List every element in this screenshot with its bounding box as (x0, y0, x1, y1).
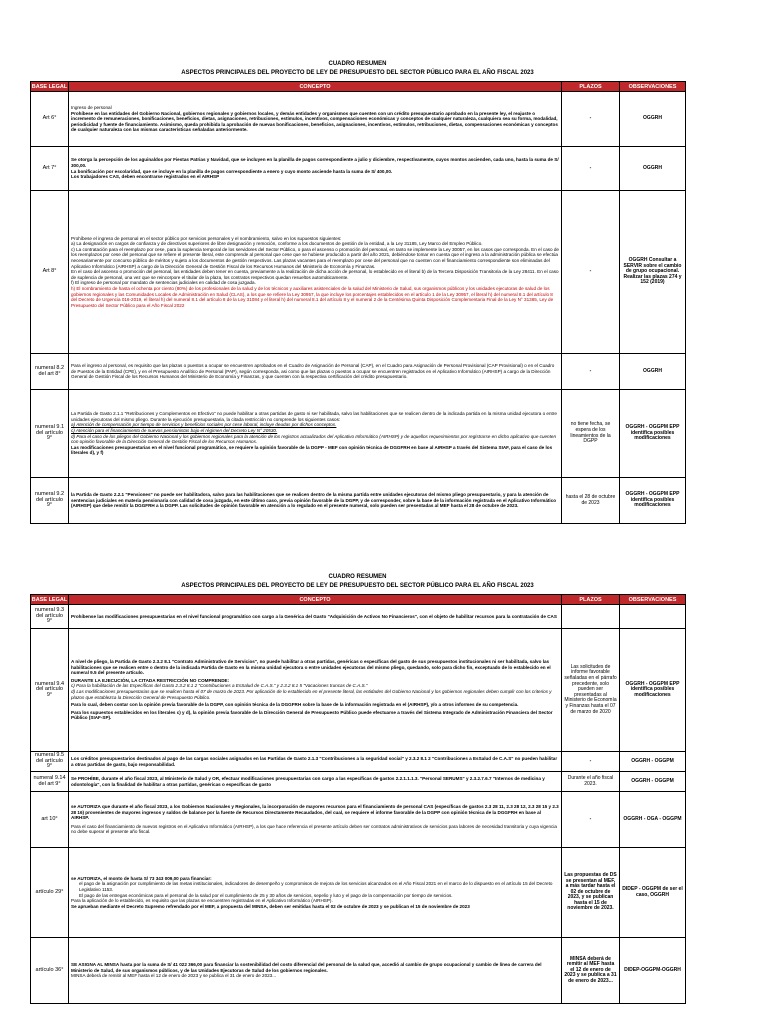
page-1 (30, 60, 685, 524)
concept-text: c) Atención para el financiamiento de nuevos pensionistas bajo el régimen del Decreto Ley N° 20530. (71, 427, 278, 433)
concept-text: d) Para el caso de los pliegos del Gobierno Nacional y los gobiernos regionales para la atención de los registros actualizados del Aplicativo Informático (AIRHSP) y de aquellos requerimientos por registrarse en dicho aplicativo que cuenten con opinión favorable de la Dirección General de Gestión Fiscal de los Recursos Humanos. (71, 433, 556, 445)
table-row (31, 752, 686, 772)
concept-text: Para los supuestos establecidos en los literales c) y d), la opinión previa favorable de la Dirección General de Presupuesto Público puede efectuarse a través del Sistema Integrado de Administración Financiera del Sector Público (SIAF-SP). (71, 709, 553, 721)
plazo-cell: MINSA deberá de remitir al MEF hasta el 12 de enero de 2023 y se publica a 31 de enero de 2023... (562, 938, 620, 1004)
table-row (31, 772, 686, 792)
base-legal-cell: numeral 9.2 del artículo 9° (31, 478, 69, 524)
concept-text: se AUTORIZA, el monto de hasta S/ 73 343 009,00 para financiar: (71, 875, 212, 881)
observaciones-cell: DIDEP - OGGPM de ser el caso, OGGRH (620, 848, 686, 938)
concept-cell (69, 191, 562, 354)
concept-text: Se aprueban mediante el Decreto Supremo refrendado por el MEF, a propuesta del MINSA, deben ser emitidas hasta el 02 de octubre de 2023 y se publican el 15 de noviembre de 2023 (71, 903, 470, 909)
concept-text: Las modificaciones presupuestarias en el nivel funcional programático, se requiere la opinión favorable de la DGPP - MEF con opinión técnica de DGGFRH en base al AIRHSP a través del Sistema SIAF, para el caso de los literales d), y f) (71, 444, 553, 456)
observaciones-cell: OGGRH (620, 92, 686, 147)
base-legal-cell: numeral 9.4 del artículo 9° (31, 629, 69, 752)
concept-text: f) El ingreso de personal por mandato de sentencias judiciales en calidad de cosa juzgada. (71, 280, 256, 286)
observaciones-cell: DIDEP-OGGPM-OGGRH (620, 938, 686, 1004)
concept-cell (69, 772, 562, 792)
header-plazos: PLAZOS (562, 82, 620, 92)
concept-text: a) Atención de compensación por tiempo de servicios y beneficios sociales por cese laboral, incluye deudas por dichos conceptos. (71, 422, 337, 428)
base-legal-cell: numeral 9.14 del art 9° (31, 772, 69, 792)
page-2-subtitle: ASPECTOS PRINCIPALES DEL PROYECTO DE LEY DE PRESUPUESTO DEL SECTOR PÚBLICO PARA EL AÑO FISCAL 2023 (181, 583, 534, 589)
observaciones-cell: OGGRH - OGGPM (620, 752, 686, 772)
observaciones-cell: OGGRH - OGGPM (620, 772, 686, 792)
concept-text: se AUTORIZA que durante el año fiscal 2023, a los Gobiernos Nacionales y Regionales, la incorporación de mayores recursos para el financiamiento de personal CAS (específicas de gastos 2.3 28 11, 2.3 28 12, 2.3 28 15 y 2.3 28 16) provenientes de mayores ingresos y saldos de balance por la fuente de Recursos Directamente Recaudados, del cual, se requiere el informe favorable de la DGPP con opinión técnica de la DGGFRH en base al AIRHSP. (71, 804, 559, 821)
header-concepto: CONCEPTO (69, 82, 562, 92)
concept-cell (69, 92, 562, 147)
concept-cell (69, 629, 562, 752)
base-legal-cell: numeral 8.2 del art 8° (31, 354, 69, 390)
base-legal-cell: Art 8° (31, 191, 69, 354)
table-header-row (31, 595, 686, 605)
concept-text: A nivel de pliego, la Partida de Gasto 2.3.2 8.1 "Contrato Administrativo de Servicios", no puede habilitar a otras partidas, genéricas o específicas del gasto de sus presupuestos institucionales ni ser habilitada, salvo las habilitaciones que se realicen entre o dentro de la indicada Partida de Gasto en la misma unidad ejecutora o entre unidades ejecutoras del mismo pliego, quedando, solo para dicho fin, exceptuado de lo establecido en el numeral 9.5 del presente artículo. (71, 659, 551, 676)
page-1-subtitle: ASPECTOS PRINCIPALES DEL PROYECTO DE LEY DE PRESUPUESTO DEL SECTOR PÚBLICO PARA EL AÑO FISCAL 2023 (181, 70, 534, 76)
concept-text: Los trabajadores CAS, deben encontrarse registrados en el AIRHSP (71, 174, 220, 180)
plazo-cell: Las propuestas de DS se presentan al MEF, a más tardar hasta el 02 de octubre de 2023, y se publican hasta el 15 de noviembre de 2023. (562, 848, 620, 938)
summary-table-2 (30, 594, 686, 1004)
concept-text: En el caso del ascenso o promoción del personal, las entidades deben tener en cuenta, previamente a la realización de dicha acción de personal, lo establecido en el literal b) de la Tercera Disposición Transitoria de la Ley 28411. En el caso de suplencia de personal, una vez que se reincorpore el titular de la plaza, los contratos respectivos quedan resueltos automáticamente. (71, 269, 559, 280)
observaciones-cell: OGGRH - OGGPM EPP identifica posibles modificaciones (620, 629, 686, 752)
table-row (31, 390, 686, 478)
concept-text: Para la aplicación de lo establecido, es requisito que las plazas se encuentren registradas en el Aplicativo Informático (AIRHSP). (71, 898, 333, 904)
concept-cell (69, 938, 562, 1004)
base-legal-cell: Art 7° (31, 147, 69, 191)
concept-text: Para lo cual, deben contar con la opinión previa favorable de la DGPP, con opinión técnica de la DGGFRH sobre la base de la información registrada en el (AIRHSP), y/o a otros informes de su competencia. (71, 702, 519, 708)
header-observaciones: OBSERVACIONES (620, 595, 686, 605)
concept-text: SE ASIGNA AL MINSA hasta por la suma de S/ 41 022 366,00 para financiar la sostenibilidad del costo diferencial del personal de la salud que, accedió al cambio de grupo ocupacional y cambio de línea de carrera del Ministerio de Salud, de sus organismos públicos, y de las Unidades Ejecutoras de Salud de los gobiernos regionales. (71, 962, 542, 973)
concept-text: Se otorga la percepción de los aguinaldos por Fiestas Patrias y Navidad, que se incluyen en la planilla de pagos correspondiente a julio y diciembre, respectivamente, cuyos montos ascienden, cada uno, hasta la suma de S/ 300,00. (71, 157, 559, 168)
summary-table-1 (30, 81, 686, 524)
concept-cell (69, 848, 562, 938)
concept-text: La Partida de Gasto 2.1.1 "Retribuciones y Complementos en Efectivo" no puede habilitar a otras partidas de gasto ni ser habilitada, salvo las habilitaciones que se realicen dentro de la indicada partida en la misma unidad ejecutora o entre unidades ejecutoras del mismo pliego. Durante la ejecución presupuestaria, la citada restricción no comprende los siguientes casos: (71, 411, 557, 422)
concept-text: Los créditos presupuestarios destinados al pago de las cargas sociales asignados en las Partidas de Gasto 2.1.3 "Contribuciones a la seguridad social" y 2.3.2 8.1 2 "Contribuciones a EsSalud de C.A.S" no pueden habilitar a otras partidas de gasto, bajo responsabilidad. (71, 755, 558, 767)
concept-text: Prohíbense las modificaciones presupuestarias en el nivel funcional programático con cargo a la Genérica del Gasto "Adquisición de Activos No Financieros", con el objeto de habilitar recursos para la contratación de CAS (71, 613, 557, 619)
concept-text: El pago de las entregas económicas para el personal de la salud por el cumplimiento de 25 y 30 años de servicios, sepelio y luto y el pago de la compensación por tiempo de servicios. (79, 892, 453, 898)
concept-text: Prohíbese el ingreso de personal en el sector público por servicios personales y el nombramiento, salvo en los supuestos siguientes: (71, 235, 342, 241)
observaciones-cell (620, 605, 686, 629)
concept-text: Para el caso del financiamiento de nuevos registros en el Aplicativo Informático (AIRHSP), a los que hace referencia el presente artículo deben ser contratos administrativos de servicios para labores de necesidad transitoria y cuya vigencia no debe superar el presente año fiscal. (71, 823, 557, 835)
concept-heading: Ingreso de personal (71, 105, 112, 111)
observaciones-cell: OGGRH - OGGPM EPP identifica posibles modificaciones (620, 390, 686, 478)
plazo-cell: - (562, 752, 620, 772)
base-legal-cell: numeral 9.3 del artículo 9° (31, 605, 69, 629)
table-row (31, 147, 686, 191)
table-row (31, 848, 686, 938)
concept-cell (69, 792, 562, 848)
concept-cell (69, 478, 562, 524)
concept-text-highlight: h) El nombramiento de hasta el ochenta por ciento (80%) de los profesionales de la salud y de los técnicos y auxiliares asistenciales de la salud del Ministerio de Salud, sus organismos públicos y los unidades ejecutoras de salud de los gobiernos regionales y las Comunidades Locales de Administración en Salud (CLAS), a los que se refiere la Ley 30957, la que incluye los porcentajes establecidos en el artículo 1 de la Ley 30957, el literal h) del numeral 8.1 del artículo 8 del Decreto de Urgencia 016-2019, el literal h) del numeral 8.1 del artículo 8 de la Ley 31084 y el literal h) del numeral 8.1 del artículo 8 y el numeral 2 de la Centésima Quinta Disposición Complementaria Final de la Ley N° 31365, Ley de Presupuesto del Sector Público para el Año Fiscal 2022 (71, 285, 554, 308)
header-plazos: PLAZOS (562, 595, 620, 605)
base-legal-cell: numeral 9.1 del artículo 9° (31, 390, 69, 478)
base-legal-cell: artículo 29° (31, 848, 69, 938)
concept-text: DURANTE LA EJECUCIÓN, LA CITADA RESTRICCIÓN NO COMPRENDE: (71, 677, 230, 683)
plazo-cell (562, 605, 620, 629)
header-base-legal: BASE LEGAL (31, 596, 68, 603)
plazo-cell: - (562, 354, 620, 390)
header-base-legal: BASE LEGAL (31, 83, 68, 90)
page-2-title: CUADRO RESUMEN (328, 574, 387, 580)
table-row (31, 354, 686, 390)
base-legal-cell: numeral 9.5 del artículo 9° (31, 752, 69, 772)
concept-text: c) La contratación para el reemplazo por cese, para la suplencia temporal de los servidores del Sector Público, o para el ascenso o promoción del personal, en tanto se implemente la Ley 30057, en los casos que corresponda. En el caso de los reemplazos por cese del personal que se refiere el presente literal, este comprende al personal que cese que se hubiese producido a partir del año 2021, debiéndose tomar en cuenta que el ingreso a la administración pública se efectúa necesariamente por concurso público de méritos y sujeto a los documentos de gestión respectivos. Las plazas vacantes para el reemplazo por cese del personal que no cuenten con el financiamiento correspondiente son eliminadas del Aplicativo Informático (AIRHSP) a cargo de la Dirección General de Gestión Fiscal de los Recursos Humanos del Ministerio de Economía y Finanzas. (71, 246, 559, 269)
concept-text: La bonificación por escolaridad, que se incluye en la planilla de pagos correspondiente a enero y cuyo monto asciende hasta la suma de S/ 400,00. (71, 168, 393, 174)
plazo-cell: Durante el año fiscal 2023. (562, 772, 620, 792)
observaciones-cell: OGGRH - OGGPM EPP identifica posibles modificaciones (620, 478, 686, 524)
observaciones-cell: OGGRH Consultar a SERVIR sobre el cambio de grupo ocupacional. Realizar las plazas 274 y 152 (2019) (620, 191, 686, 354)
concept-text: Prohíbese en las entidades del Gobierno Nacional, gobiernos regionales y gobiernos locales, y demás entidades y organismos que cuenten con un crédito presupuestario aprobado en la presente ley, el reajuste o incremento de remuneraciones, bonificaciones, beneficios, dietas, asignaciones, retribuciones, estímulos, incentivos, compensaciones económicas y conceptos de cualquier naturaleza, cualquiera sea su forma, modalidad, periodicidad y fuente de financiamiento. Asimismo, queda prohibida la aprobación de nuevas bonificaciones, beneficios, asignaciones, incentivos, estímulos, retribuciones, dietas, compensaciones económicas y conceptos de cualquier naturaleza con las mismas características señaladas anteriormente. (71, 110, 558, 133)
header-observaciones: OBSERVACIONES (620, 82, 686, 92)
observaciones-cell: OGGRH - OGA - OGGPM (620, 792, 686, 848)
concept-text: la Partida de Gasto 2.2.1 "Pensiones" no puede ser habilitadora, salvo para las habilitaciones que se realicen dentro de la misma partida entre unidades ejecutoras del mismo pliego presupuestario, y para la atención de sentencias judiciales en materia pensionaria con calidad de cosa juzgada, en este último caso, previa opinión favorable de la DGPP, y de corresponder, sobre la base de la información registrada en el Aplicativo Informático (AIRHSP) que debe remitir la DGGFRH a la DGPP. Las solicitudes de opinión favorable en atención a lo regulado en el presente numeral, solo pueden ser presentadas al MEF hasta el 28 de octubre de 2023. (71, 492, 557, 509)
page-2 (30, 573, 685, 1004)
concept-cell (69, 605, 562, 629)
plazo-cell: Las solicitudes de informe favorable señaladas en el párrafo precedente, solo pueden ser presentadas al Ministerio de Economía y Finanzas hasta el 07 de marzo de 2020 (562, 629, 620, 752)
plazo-cell: - (562, 792, 620, 848)
concept-text: c) Para la habilitación de las Específicas del Gasto 2.3.2 8.1 2 "Contribuciones a EsSalud de C.A.S." y 2.3.2 8.1 5 "Vacaciones truncas de C.A.S." (71, 683, 368, 689)
table-header-row (31, 82, 686, 92)
base-legal-cell: Art 6° (31, 92, 69, 147)
plazo-cell: no tiene fecha, se espera de los lineamientos de la DGPP (562, 390, 620, 478)
concept-cell (69, 354, 562, 390)
concept-text: a) La designación en cargos de confianza y de directivos superiores de libre designación y remoción, conforme a los documentos de gestión de la entidad, a la Ley 31185, Ley Marco del Empleo Público. (71, 241, 483, 247)
table-row (31, 629, 686, 752)
observaciones-cell: OGGRH (620, 354, 686, 390)
table-row (31, 938, 686, 1004)
concept-text: el pago de la asignación por cumplimiento de las metas institucionales, indicadores de desempeño y compromisos de mejora de los servicios alcanzados en el Año Fiscal 2021 en el marco de lo dispuesto en el artículo 15 del Decreto Legislativo 1153. (79, 881, 553, 892)
concept-cell (69, 390, 562, 478)
concept-cell (69, 752, 562, 772)
concept-text: MINSA deberá de remitir al MEF hasta el 12 de enero de 2023 y se publica el 31 de enero de 2023... (71, 973, 277, 979)
concept-text: d) Las modificaciones presupuestarias que se realicen hasta el 07 de marzo de 2023. Por aplicación de lo establecido en el presente literal, las entidades del Gobierno Nacional y los gobiernos regionales deben cumplir con los criterios y plazos que establezca la Dirección General de Presupuesto Público. (71, 689, 552, 700)
table-row (31, 92, 686, 147)
page-1-title: CUADRO RESUMEN (328, 61, 387, 67)
table-row (31, 792, 686, 848)
base-legal-cell: artículo 36° (31, 938, 69, 1004)
plazo-cell: hasta el 28 de octubre de 2023 (562, 478, 620, 524)
table-row (31, 191, 686, 354)
base-legal-cell: art 10° (31, 792, 69, 848)
header-concepto: CONCEPTO (69, 595, 562, 605)
table-row (31, 605, 686, 629)
concept-text: Se PROHÍBE, durante el año fiscal 2023, al Ministerio de Salud y OR, efectuar modificaciones presupuestarias con cargo a las específicas de gastos 2.2.1.1.1.3. "Personal SERUMS" y 2.3.2.7.6.7 "Internos de medicina y odontología", con la finalidad de habilitar a otras partidas, genéricas o específicas de gasto (71, 775, 545, 787)
observaciones-cell: OGGRH (620, 147, 686, 191)
plazo-cell: - (562, 147, 620, 191)
plazo-cell: - (562, 92, 620, 147)
plazo-cell: - (562, 191, 620, 354)
concept-text: Para el ingreso al personal, es requisito que las plazas o puestos a ocupar se encuentren aprobados en el Cuadro de Asignación de Personal (CAP), en el Cuadro para Asignación de Personal Provisional (CAP Provisional) o en el Cuadro de Puestos de la Entidad (CPE), y en el Presupuesto Analítico de Personal (PAP), según corresponda, asi como que las plazas o puestos a ocupar se encuentren registrados en el Aplicativo Informático (AIRHSP) a cargo de la Dirección General de Gestión Fiscal de los Recursos Humanos del Ministerio de Economía y Finanzas, y que cuenten con la respectiva certificación del crédito presupuestario. (71, 363, 555, 380)
table-row (31, 478, 686, 524)
concept-cell (69, 147, 562, 191)
